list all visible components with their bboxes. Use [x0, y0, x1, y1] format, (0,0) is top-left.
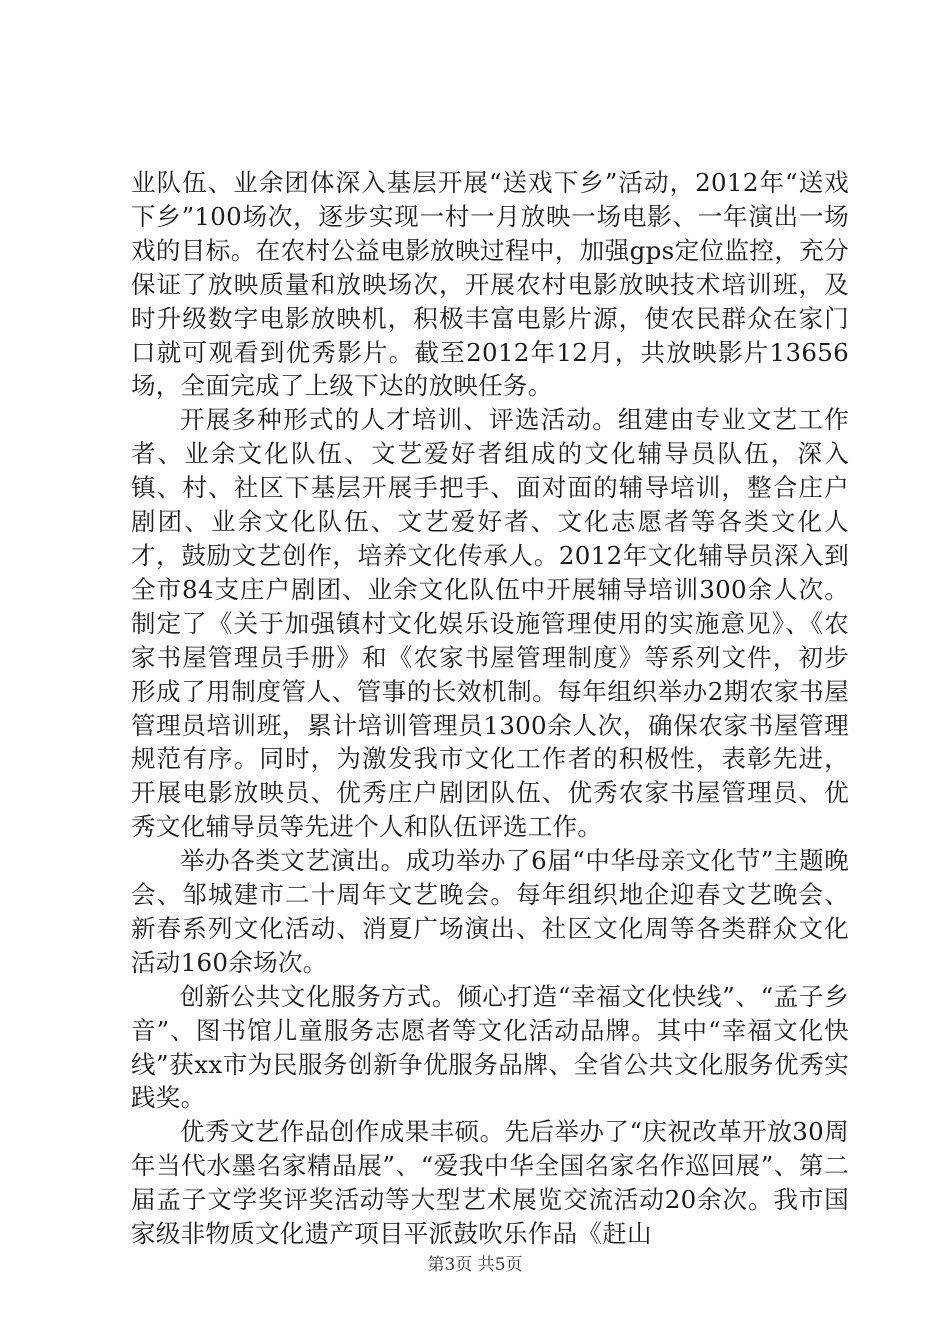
paragraph-art-works: 优秀文艺作品创作成果丰硕。先后举办了“庆祝改革开放30周年当代水墨名家精品展”、“爱我中华全国名家名作巡回展”、第二届孟子文学奖评奖活动等大型艺术展览交流活动20余次。我市国家级非物质文化遗产项目平派鼓吹乐作品《赶山	[131, 1117, 849, 1249]
page-number-footer: 第3页 共5页	[427, 1255, 523, 1275]
paragraph-art-performances: 举办各类文艺演出。成功举办了6届“中华母亲文化节”主题晚会、邹城建市二十周年文艺晚会。每年组织地企迎春文艺晚会、新春系列文化活动、消夏广场演出、社区文化周等各类群众文化活动160余场次。	[131, 846, 849, 977]
paragraph-service-innovation: 创新公共文化服务方式。倾心打造“幸福文化快线”、“孟子乡音”、图书馆儿童服务志愿者等文化活动品牌。其中“幸福文化快线”获xx市为民服务创新争优服务品牌、全省公共文化服务优秀实践奖。	[131, 981, 849, 1113]
document-body	[131, 166, 849, 1251]
paragraph-talent-training: 开展多种形式的人才培训、评选活动。组建由专业文艺工作者、业余文化队伍、文艺爱好者组成的文化辅导员队伍，深入镇、村、社区下基层开展手把手、面对面的辅导培训，整合庄户剧团、业余文化队伍、文艺爱好者、文化志愿者等各类文化人才，鼓励文艺创作，培养文化传承人。2012年文化辅导员深入到全市84支庄户剧团、业余文化队伍中开展辅导培训300余人次。制定了《关于加强镇村文化娱乐设施管理使用的实施意见》、《农家书屋管理员手册》和《农家书屋管理制度》等系列文件，初步形成了用制度管人、管事的长效机制。每年组织举办2期农家书屋管理员培训班，累计培训管理员1300余人次，确保农家书屋管理规范有序。同时，为激发我市文化工作者的积极性，表彰先进，开展电影放映员、优秀庄户剧团队伍、优秀农家书屋管理员、优秀文化辅导员等先进个人和队伍评选工作。	[131, 405, 849, 842]
paragraph-rural-film-screening: 业队伍、业余团体深入基层开展“送戏下乡”活动，2012年“送戏下乡”100场次，逐步实现一村一月放映一场电影、一年演出一场戏的目标。在农村公益电影放映过程中，加强gps定位监控，充分保证了放映质量和放映场次，开展农村电影放映技术培训班，及时升级数字电影放映机，积极丰富电影片源，使农民群众在家门口就可观看到优秀影片。截至2012年12月，共放映影片13656场，全面完成了上级下达的放映任务。	[131, 168, 849, 401]
